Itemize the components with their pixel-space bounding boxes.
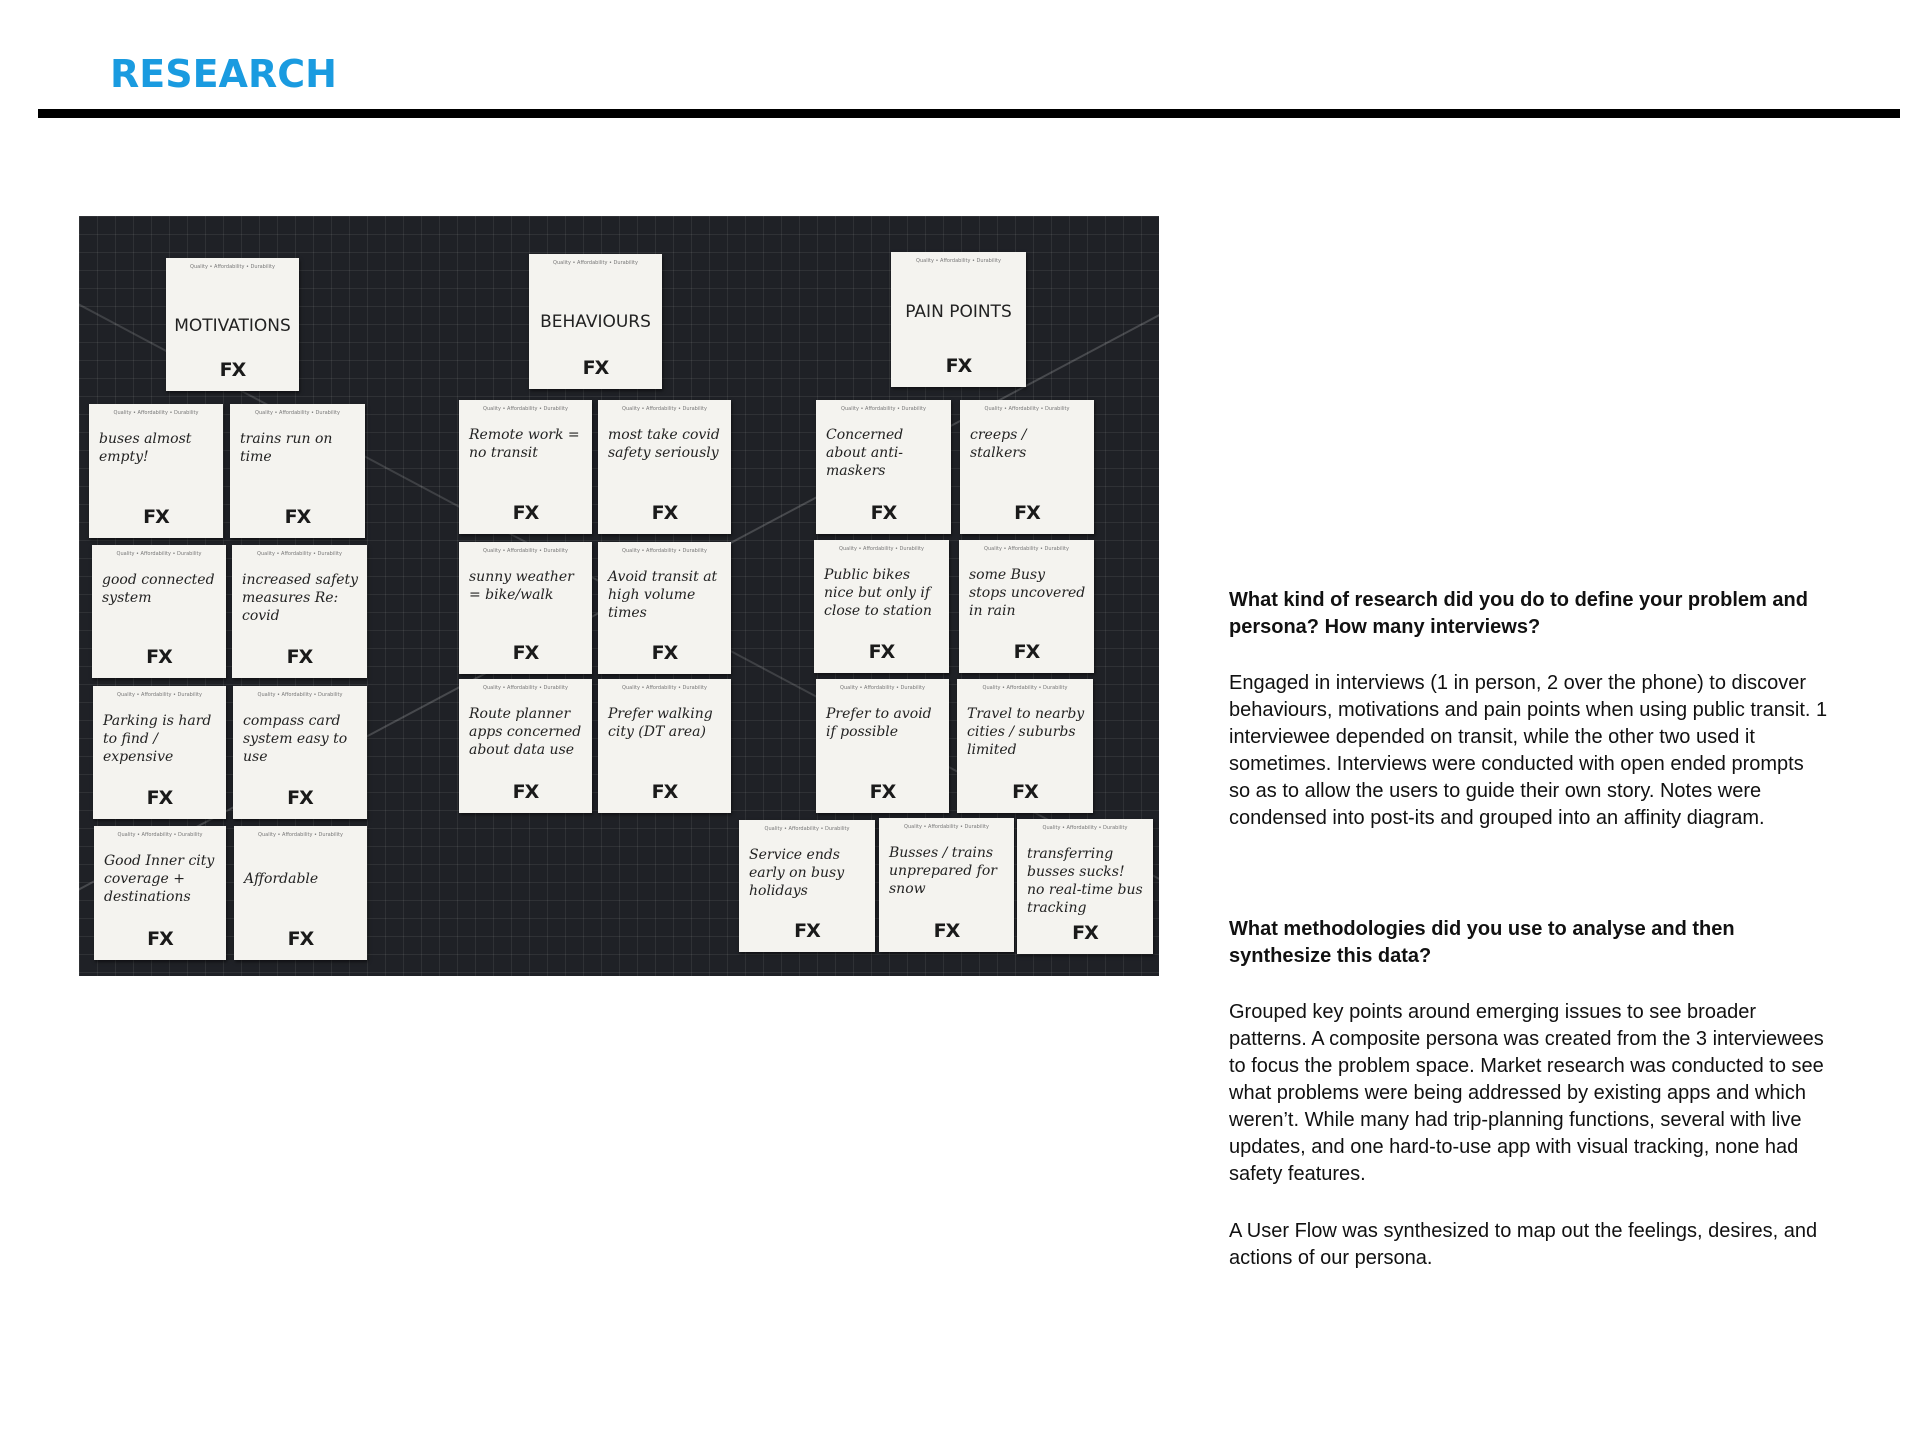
fx-logo: FX (651, 642, 678, 664)
sticky-note-header-motivations (166, 258, 299, 391)
note-brand-line: Quality • Affordability • Durability (553, 260, 638, 266)
note-brand-line: Quality • Affordability • Durability (117, 832, 203, 838)
fx-logo: FX (146, 646, 172, 668)
fx-logo: FX (1012, 781, 1038, 803)
answer-user-flow: A User Flow was synthesized to map out the feelings, desires, and actions of our persona. (1229, 1220, 1818, 1269)
note-text: creeps / stalkers (970, 427, 1027, 461)
note-text: some Busy stops uncovered in rain (969, 567, 1086, 619)
note-brand-line: Quality • Affordability • Durability (622, 685, 707, 691)
sticky-note (233, 686, 367, 819)
answer-research: Engaged in interviews (1 in person, 2 over the phone) to discover behaviours, motivations and pain points when using public transit. 1 interviewee depended on transit, while the other two used it sometimes. Interviews were conducted with open ended prompts so as to allow the users to guide their own story. Notes were condensed into post-its and grouped into an affinity diagram. (1229, 672, 1828, 829)
note-text: Concerned about anti-maskers (826, 427, 904, 479)
note-text: transferring busses sucks! no real-time bus tracking (1027, 846, 1143, 916)
sticky-note (234, 826, 367, 960)
note-text: good connected system (102, 572, 215, 606)
note-brand-line: Quality • Affordability • Durability (113, 410, 199, 416)
note-text: most take covid safety seriously (608, 427, 720, 461)
sticky-note (230, 404, 365, 538)
note-text: Avoid transit at high volume times (608, 569, 718, 621)
note-text: compass card system easy to use (243, 713, 348, 765)
note-text: PAIN POINTS (905, 302, 1012, 322)
fx-logo: FX (512, 781, 539, 803)
fx-logo: FX (287, 928, 314, 950)
fx-logo: FX (870, 502, 897, 524)
note-text: Prefer to avoid if possible (826, 706, 932, 740)
sticky-note (816, 400, 951, 534)
note-brand-line: Quality • Affordability • Durability (916, 258, 1001, 264)
note-brand-line: Quality • Affordability • Durability (483, 406, 568, 412)
note-brand-line: Quality • Affordability • Durability (483, 685, 568, 691)
note-text: Remote work = no transit (469, 427, 580, 461)
fx-logo: FX (869, 781, 896, 803)
fx-logo: FX (1013, 641, 1040, 663)
fx-logo: FX (651, 781, 678, 803)
question-methodologies: What methodologies did you use to analyse and then synthesize this data? (1229, 918, 1735, 967)
note-text: Parking is hard to find / expensive (103, 713, 212, 765)
sticky-note-header-behaviours (529, 254, 662, 389)
note-text: MOTIVATIONS (174, 316, 291, 336)
fx-logo: FX (933, 920, 960, 942)
note-text: buses almost empty! (99, 431, 192, 465)
note-text: Prefer walking city (DT area) (608, 706, 713, 740)
fx-logo: FX (286, 646, 313, 668)
note-text: Good Inner city coverage + destinations (104, 853, 215, 905)
sticky-note (816, 679, 949, 813)
sticky-note (957, 679, 1093, 813)
note-brand-line: Quality • Affordability • Durability (255, 410, 340, 416)
note-text: Travel to nearby cities / suburbs limited (967, 706, 1085, 758)
note-brand-line: Quality • Affordability • Durability (116, 551, 202, 557)
sticky-note (598, 679, 731, 813)
sticky-note (459, 679, 592, 813)
sticky-note (94, 826, 226, 960)
note-brand-line: Quality • Affordability • Durability (1042, 825, 1128, 831)
note-brand-line: Quality • Affordability • Durability (841, 406, 926, 412)
affinity-diagram-photo (79, 216, 1159, 976)
answer-methodologies: Grouped key points around emerging issues to see broader patterns. A composite persona was created from the 3 interviewees to focus the problem space. Market research was conducted to see what problems were being addressed by existing apps and which weren’t. While many had trip-planning functions, several with live updates, and one hard-to-use app with visual tracking, none had safety features. (1229, 1001, 1824, 1185)
note-text: Service ends early on busy holidays (749, 847, 845, 899)
fx-logo: FX (219, 359, 246, 381)
fx-logo: FX (1072, 922, 1098, 944)
note-text: Affordable (244, 871, 319, 887)
page-title: RESEARCH (110, 52, 337, 96)
question-research: What kind of research did you do to define your problem and persona? How many interviews? (1229, 589, 1808, 638)
sticky-note (1017, 819, 1153, 954)
sticky-note (598, 542, 731, 674)
fx-logo: FX (512, 642, 539, 664)
sticky-note-header-pain-points (891, 252, 1026, 387)
fx-logo: FX (868, 641, 895, 663)
sticky-note (959, 540, 1094, 673)
sticky-note (960, 400, 1094, 534)
note-brand-line: Quality • Affordability • Durability (117, 692, 202, 698)
note-brand-line: Quality • Affordability • Durability (904, 824, 989, 830)
sticky-note (92, 545, 226, 678)
note-brand-line: Quality • Affordability • Durability (982, 685, 1068, 691)
note-brand-line: Quality • Affordability • Durability (257, 551, 342, 557)
sticky-note (459, 400, 592, 534)
note-brand-line: Quality • Affordability • Durability (840, 685, 925, 691)
sticky-note (739, 820, 875, 952)
fx-logo: FX (287, 787, 313, 809)
note-text: Public bikes nice but only if close to station (824, 567, 932, 619)
fx-logo: FX (651, 502, 678, 524)
fx-logo: FX (794, 920, 820, 942)
note-text: trains run on time (240, 431, 333, 465)
fx-logo: FX (945, 355, 972, 377)
header-divider (38, 109, 1900, 118)
note-brand-line: Quality • Affordability • Durability (257, 692, 343, 698)
note-brand-line: Quality • Affordability • Durability (258, 832, 343, 838)
fx-logo: FX (284, 506, 311, 528)
note-brand-line: Quality • Affordability • Durability (622, 548, 707, 554)
note-brand-line: Quality • Affordability • Durability (622, 406, 707, 412)
fx-logo: FX (582, 357, 609, 379)
note-brand-line: Quality • Affordability • Durability (764, 826, 850, 832)
note-text: BEHAVIOURS (540, 312, 651, 332)
fx-logo: FX (512, 502, 539, 524)
fx-logo: FX (143, 506, 169, 528)
note-text: Route planner apps concerned about data use (469, 706, 582, 758)
note-text: sunny weather = bike/walk (469, 569, 574, 603)
note-brand-line: Quality • Affordability • Durability (190, 264, 275, 270)
note-brand-line: Quality • Affordability • Durability (984, 546, 1069, 552)
note-brand-line: Quality • Affordability • Durability (984, 406, 1070, 412)
sticky-note (814, 540, 949, 673)
fx-logo: FX (1014, 502, 1040, 524)
note-text: increased safety measures Re: covid (242, 572, 359, 624)
sticky-note (879, 818, 1014, 952)
note-brand-line: Quality • Affordability • Durability (839, 546, 924, 552)
sticky-note (93, 686, 226, 819)
sticky-note (89, 404, 223, 538)
sticky-note (598, 400, 731, 534)
sticky-note (459, 542, 592, 674)
fx-logo: FX (146, 787, 173, 809)
note-text: Busses / trains unprepared for snow (889, 845, 997, 897)
sticky-note (232, 545, 367, 678)
fx-logo: FX (147, 928, 173, 950)
note-brand-line: Quality • Affordability • Durability (483, 548, 568, 554)
